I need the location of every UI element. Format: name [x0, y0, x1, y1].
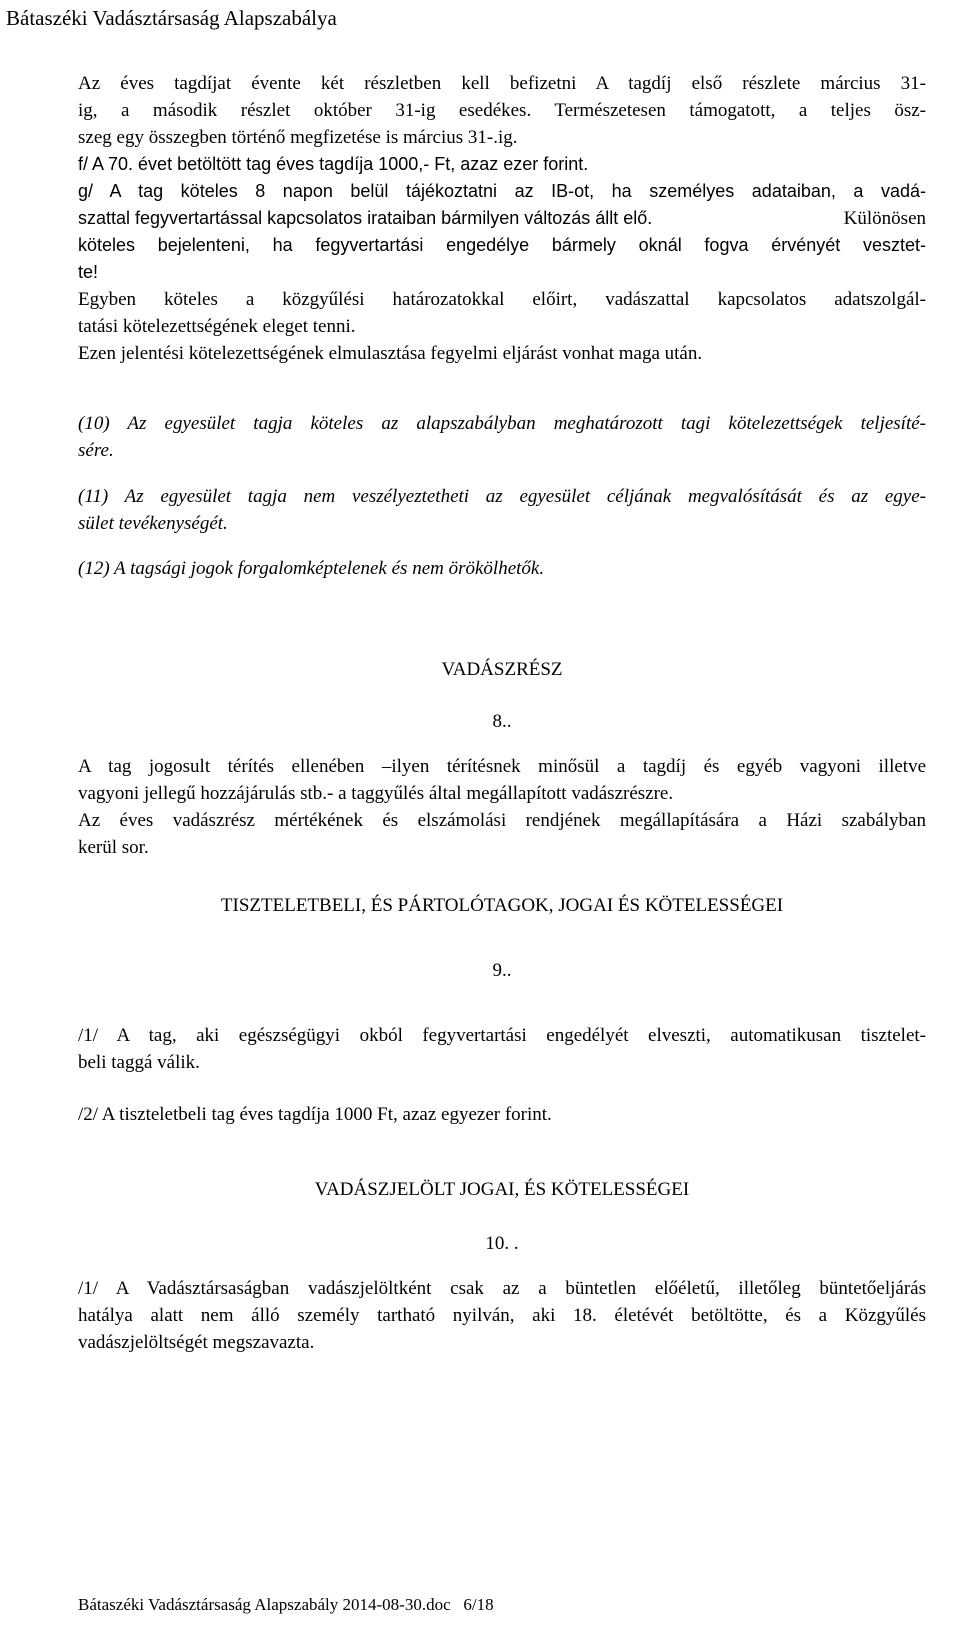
text-line: vadászjelöltségét megszavazta. — [78, 1332, 315, 1353]
text-line: /1/ A Vadásztársaságban vadászjelöltként csak az a büntetlen előéletű, illetőleg büntetőeljárás — [78, 1278, 926, 1299]
text-line: szeg egy összegben történő megfizetése is március 31-.ig. — [78, 127, 518, 148]
section-number: 8.. — [492, 711, 512, 732]
text-line: f/ A 70. évet betöltött tag éves tagdíja 1000,- Ft, azaz ezer forint. — [78, 154, 589, 174]
section-heading: VADÁSZJELÖLT JOGAI, ÉS KÖTELESSÉGEI — [314, 1179, 690, 1200]
text-line: Egyben köteles a közgyűlési határozatokkal előirt, vadászattal kapcsolatos adatszolgál- — [78, 289, 926, 310]
text-line: (12) A tagsági jogok forgalomképtelenek és nem örökölhetők. — [78, 558, 545, 579]
footer-document-name: Bátaszéki Vadásztársaság Alapszabály 2014-08-30.doc — [78, 1595, 451, 1614]
text-line: g/ A tag köteles 8 napon belül tájékoztatni az IB-ot, ha személyes adataiban, a vadá- — [78, 181, 926, 201]
text-line: /2/ A tiszteletbeli tag éves tagdíja 1000 Ft, azaz egyezer forint. — [78, 1104, 552, 1125]
text-fragment: Különösen — [843, 208, 926, 229]
text-line: sére. — [78, 440, 114, 461]
text-line: /1/ A tag, aki egészségügyi okból fegyvertartási engedélyét elveszti, automatikusan tisztelet- — [78, 1025, 926, 1046]
text-line: (10) Az egyesület tagja köteles az alapszabályban meghatározott tagi kötelezettségek teljesíté- — [78, 413, 926, 434]
text-line: ig, a második részlet október 31-ig esedékes. Természetesen támogatott, a teljes ösz- — [78, 100, 926, 121]
text-line: beli taggá válik. — [78, 1052, 200, 1073]
section-number: 10. . — [485, 1233, 519, 1254]
text-line: tatási kötelezettségének eleget tenni. — [78, 316, 356, 337]
page-footer — [78, 1595, 494, 1615]
text-line: vagyoni jellegű hozzájárulás stb.- a taggyűlés által megállapított vadászrészre. — [78, 783, 674, 804]
section-number: 9.. — [492, 960, 512, 981]
text-line — [78, 205, 926, 232]
text-fragment: szattal fegyvertartással kapcsolatos irataiban bármilyen változás állt elő. — [78, 208, 653, 228]
text-line: te! — [78, 262, 99, 282]
page-header: Bátaszéki Vadásztársaság Alapszabálya — [6, 6, 337, 30]
document-body — [78, 70, 926, 1356]
section-heading: TISZTELETBELI, ÉS PÁRTOLÓTAGOK, JOGAI ÉS KÖTELESSÉGEI — [220, 895, 784, 916]
text-line: A tag jogosult térítés ellenében –ilyen térítésnek minősül a tagdíj és egyéb vagyoni illetve — [78, 756, 926, 777]
text-line: Az éves vadászrész mértékének és elszámolási rendjének megállapítására a Házi szabályban — [78, 810, 926, 831]
footer-page-number: 6/18 — [463, 1595, 494, 1614]
text-line: (11) Az egyesület tagja nem veszélyeztetheti az egyesület céljának megvalósítását és az egye- — [78, 486, 926, 507]
text-line: Ezen jelentési kötelezettségének elmulasztása fegyelmi eljárást vonhat maga után. — [78, 343, 703, 364]
text-line: sület tevékenységét. — [78, 513, 228, 534]
text-line: köteles bejelenteni, ha fegyvertartási engedélye bármely oknál fogva érvényét vesztet- — [78, 235, 926, 255]
text-line: hatálya alatt nem álló személy tartható nyilván, aki 18. életévét betöltötte, és a Közgyűlés — [78, 1305, 926, 1326]
section-heading: VADÁSZRÉSZ — [441, 659, 563, 680]
text-line: kerül sor. — [78, 837, 149, 858]
text-line: Az éves tagdíjat évente két részletben kell befizetni A tagdíj első részlete március 31- — [78, 73, 926, 94]
